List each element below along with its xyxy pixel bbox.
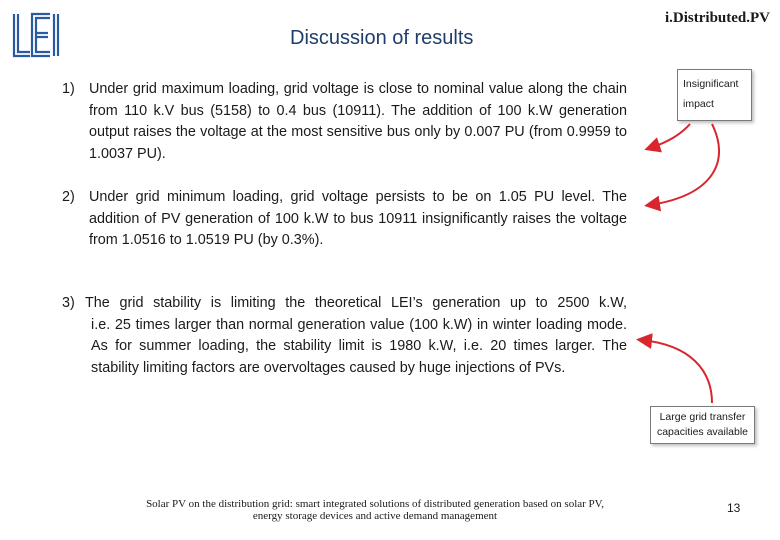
arrow-to-point-1	[650, 124, 690, 148]
point-text: Under grid minimum loading, grid voltage persists to be on 1.05 PU level. The addition of PV generation of 100 k.W to bus 10911 insignificantly raises the voltage from 1.0516 to 1.0519 PU (by 0.3%).	[89, 189, 627, 248]
result-point-3	[62, 293, 627, 379]
callout-line: impact	[683, 98, 714, 110]
point-text-first-line: The grid stability is limiting the theoretical LEI’s generation up to 2500 k.W,	[85, 295, 627, 311]
point-text: Under grid maximum loading, grid voltage is close to nominal value along the chain from 110 k.V bus (5158) to 0.4 bus (10911). The addition of 100 k.W generation output raises the voltage at the most sensitive bus only by 0.007 PU (from 0.9959 to 1.0037 PU).	[89, 81, 627, 162]
arrow-to-point-3	[642, 340, 712, 403]
point-number: 1)	[62, 81, 75, 97]
callout-line: capacities available	[656, 426, 749, 438]
transfer-capacity-callout	[650, 406, 755, 444]
insignificant-impact-callout	[677, 69, 752, 121]
footer-caption	[90, 498, 660, 522]
brand-label: i.Distributed.PV	[665, 10, 770, 26]
callout-line: Large grid transfer	[659, 411, 746, 423]
point-number: 3)	[62, 295, 75, 311]
page-number: 13	[727, 501, 741, 515]
callout-line: Insignificant	[683, 78, 739, 90]
footer-line: energy storage devices and active demand management	[252, 510, 498, 522]
footer-line: Solar PV on the distribution grid: smart integrated solutions of distributed generation based on solar PV,	[146, 498, 604, 510]
lei-logo	[12, 12, 60, 58]
point-text: i.e. 25 times larger than normal generation value (100 k.W) in winter loading mode. As for summer loading, the stability limit is 1980 k.W, i.e. 20 times larger. The stability limiting factors are overvoltages caused by huge injections of PVs.	[91, 316, 627, 376]
point-number: 2)	[62, 189, 75, 205]
result-point-1	[62, 79, 627, 165]
result-point-2	[62, 187, 627, 252]
page-title: Discussion of results	[290, 27, 474, 49]
arrow-to-point-2	[650, 124, 719, 205]
